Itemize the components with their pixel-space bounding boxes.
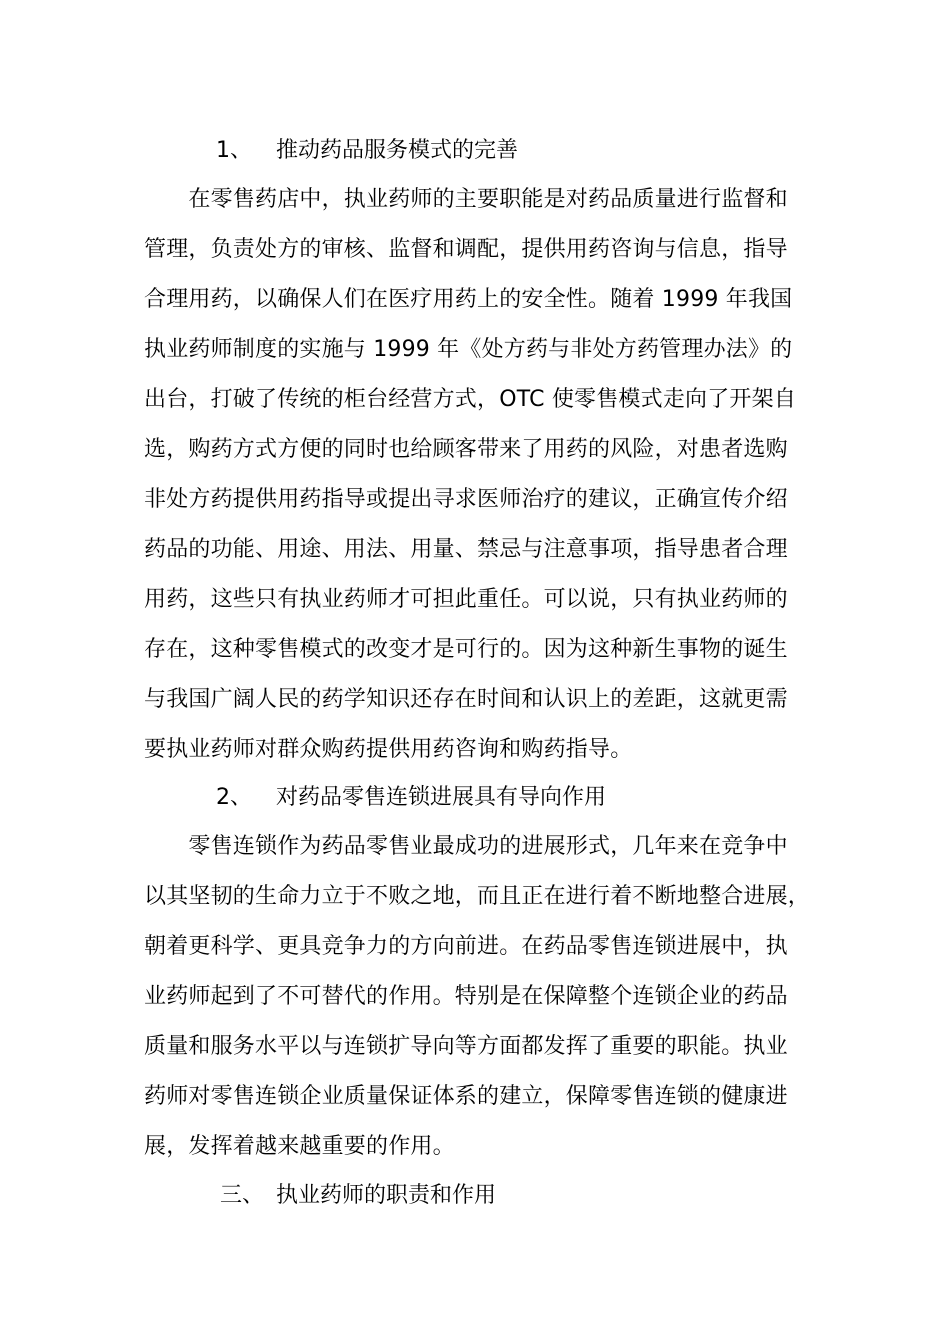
paragraph-line: 在零售药店中，执业药师的主要职能是对药品质量进行监督和 [144, 187, 788, 212]
paragraph-line: 选，购药方式方便的同时也给顾客带来了用药的风险，对患者选购 [144, 437, 788, 462]
heading-number: 1、 [216, 138, 252, 163]
paragraph-line: 朝着更科学、更具竞争力的方向前进。在药品零售连锁进展中，执 [144, 934, 788, 959]
paragraph-line: 出台，打破了传统的柜台经营方式，OTC 使零售模式走向了开架自 [144, 387, 797, 412]
heading-number: 三、 [220, 1183, 265, 1208]
paragraph-line: 执业药师制度的实施与 1999 年《处方药与非处方药管理办法》的 [144, 337, 793, 362]
section-body-2 [144, 822, 816, 1172]
paragraph-line: 以其坚韧的生命力立于不败之地，而且正在进行着不断地整合进展， [144, 884, 811, 909]
paragraph-line: 合理用药，以确保人们在医疗用药上的安全性。随着 1999 年我国 [144, 287, 793, 312]
section-heading-1 [216, 136, 518, 166]
paragraph-line: 用药，这些只有执业药师才可担此重任。可以说，只有执业药师的 [144, 587, 788, 612]
section-body-1 [144, 175, 816, 775]
paragraph-line: 非处方药提供用药指导或提出寻求医师治疗的建议，正确宣传介绍 [144, 487, 788, 512]
paragraph-line: 与我国广阔人民的药学知识还存在时间和认识上的差距，这就更需 [144, 687, 788, 712]
section-heading-3 [220, 1181, 496, 1211]
paragraph-line: 要执业药师对群众购药提供用药咨询和购药指导。 [144, 737, 633, 762]
heading-title: 执业药师的职责和作用 [276, 1183, 497, 1208]
paragraph-line: 质量和服务水平以与连锁扩导向等方面都发挥了重要的职能。执业 [144, 1034, 788, 1059]
paragraph-line: 管理，负责处方的审核、监督和调配，提供用药咨询与信息，指导 [144, 237, 788, 262]
heading-title: 对药品零售连锁进展具有导向作用 [276, 785, 607, 810]
paragraph-line: 展，发挥着越来越重要的作用。 [144, 1134, 455, 1159]
paragraph-line: 存在，这种零售模式的改变才是可行的。因为这种新生事物的诞生 [144, 637, 788, 662]
paragraph-line: 业药师起到了不可替代的作用。特别是在保障整个连锁企业的药品 [144, 984, 788, 1009]
paragraph-line: 零售连锁作为药品零售业最成功的进展形式，几年来在竞争中 [144, 834, 788, 859]
paragraph-line: 药品的功能、用途、用法、用量、禁忌与注意事项，指导患者合理 [144, 537, 788, 562]
section-heading-2 [216, 783, 606, 813]
paragraph-line: 药师对零售连锁企业质量保证体系的建立，保障零售连锁的健康进 [144, 1084, 788, 1109]
heading-number: 2、 [216, 785, 252, 810]
heading-title: 推动药品服务模式的完善 [276, 138, 519, 163]
